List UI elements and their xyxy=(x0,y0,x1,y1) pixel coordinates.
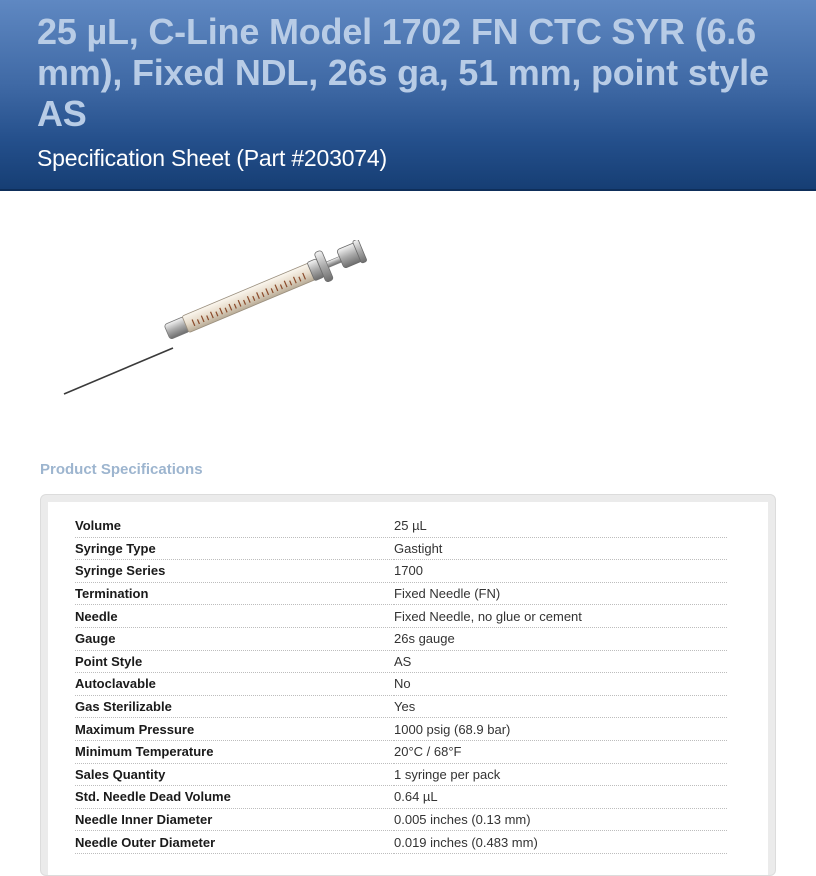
table-row xyxy=(75,808,727,831)
spec-label: Needle xyxy=(75,605,394,628)
spec-value: 25 µL xyxy=(394,515,727,537)
table-row xyxy=(75,718,727,741)
spec-value: AS xyxy=(394,650,727,673)
syringe-barrel xyxy=(182,262,318,333)
page-title: 25 µL, C-Line Model 1702 FN CTC SYR (6.6 mm), Fixed NDL, 26s ga, 51 mm, point style AS xyxy=(37,11,769,134)
spec-label: Std. Needle Dead Volume xyxy=(75,786,394,809)
page-header xyxy=(0,0,816,191)
spec-value: 0.005 inches (0.13 mm) xyxy=(394,808,727,831)
table-row xyxy=(75,582,727,605)
spec-value: Yes xyxy=(394,695,727,718)
spec-label: Syringe Type xyxy=(75,537,394,560)
spec-label: Syringe Series xyxy=(75,560,394,583)
section-title: Product Specifications xyxy=(40,461,203,478)
specifications-panel-inner xyxy=(48,502,768,875)
spec-value: Fixed Needle, no glue or cement xyxy=(394,605,727,628)
spec-value: 0.64 µL xyxy=(394,786,727,809)
table-row xyxy=(75,763,727,786)
spec-value: Gastight xyxy=(394,537,727,560)
table-row xyxy=(75,786,727,809)
spec-label: Needle Inner Diameter xyxy=(75,808,394,831)
table-row xyxy=(75,650,727,673)
needle xyxy=(64,348,173,394)
table-row xyxy=(75,740,727,763)
spec-label: Volume xyxy=(75,515,394,537)
spec-value: 1700 xyxy=(394,560,727,583)
spec-value: 1 syringe per pack xyxy=(394,763,727,786)
page-subtitle: Specification Sheet (Part #203074) xyxy=(37,145,387,171)
table-row xyxy=(75,673,727,696)
spec-value: 20°C / 68°F xyxy=(394,740,727,763)
table-row xyxy=(75,537,727,560)
table-row xyxy=(75,515,727,537)
specifications-table xyxy=(75,515,727,854)
spec-label: Gas Sterilizable xyxy=(75,695,394,718)
table-row xyxy=(75,831,727,854)
spec-value: 1000 psig (68.9 bar) xyxy=(394,718,727,741)
spec-label: Needle Outer Diameter xyxy=(75,831,394,854)
spec-label: Autoclavable xyxy=(75,673,394,696)
spec-label: Maximum Pressure xyxy=(75,718,394,741)
table-row xyxy=(75,560,727,583)
specifications-panel xyxy=(40,494,776,876)
table-row xyxy=(75,627,727,650)
table-row xyxy=(75,605,727,628)
spec-label: Minimum Temperature xyxy=(75,740,394,763)
syringe-illustration xyxy=(55,240,375,400)
spec-label: Gauge xyxy=(75,627,394,650)
spec-value: No xyxy=(394,673,727,696)
spec-label: Termination xyxy=(75,582,394,605)
spec-value: Fixed Needle (FN) xyxy=(394,582,727,605)
syringe-image xyxy=(55,240,375,405)
spec-label: Point Style xyxy=(75,650,394,673)
spec-value: 0.019 inches (0.483 mm) xyxy=(394,831,727,854)
spec-value: 26s gauge xyxy=(394,627,727,650)
spec-label: Sales Quantity xyxy=(75,763,394,786)
table-row xyxy=(75,695,727,718)
